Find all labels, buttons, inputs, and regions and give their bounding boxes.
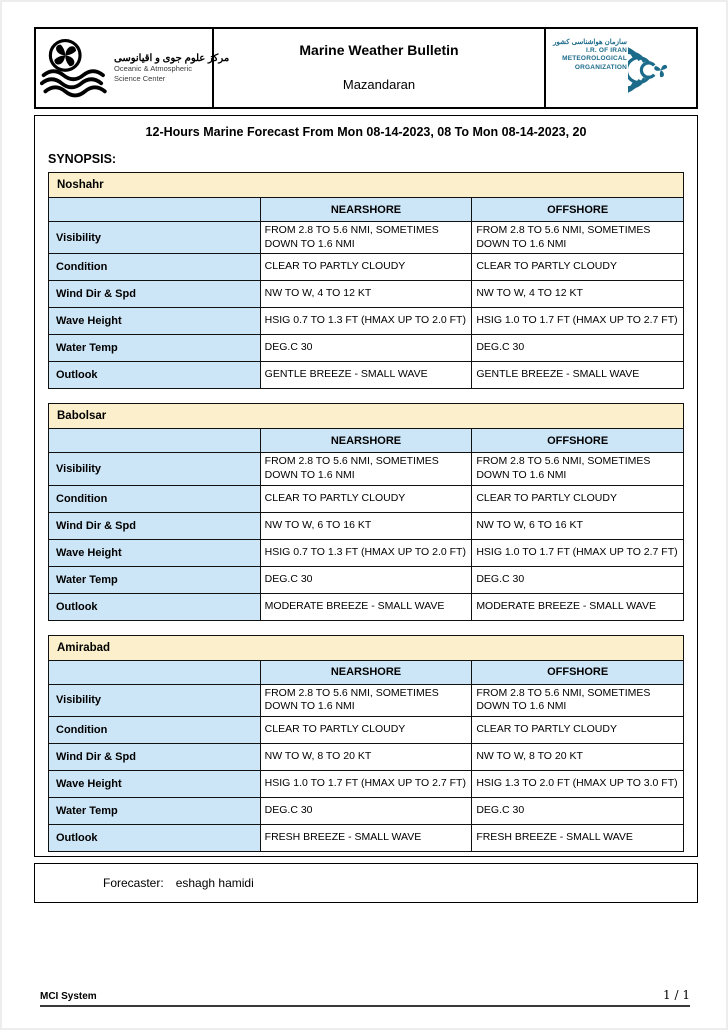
forecast-sections bbox=[35, 172, 697, 852]
nearshore-value: FROM 2.8 TO 5.6 NMI, SOMETIMES DOWN TO 1.6 NMI bbox=[260, 222, 472, 254]
nearshore-value: HSIG 0.7 TO 1.3 FT (HMAX UP TO 2.0 FT) bbox=[260, 539, 472, 566]
column-header-row bbox=[49, 660, 684, 684]
offshore-value: NW TO W, 4 TO 12 KT bbox=[472, 281, 684, 308]
header-title-cell bbox=[214, 29, 544, 107]
nearshore-column-header: NEARSHORE bbox=[260, 429, 472, 453]
nearshore-value: FROM 2.8 TO 5.6 NMI, SOMETIMES DOWN TO 1.6 NMI bbox=[260, 684, 472, 716]
page-footer bbox=[40, 988, 690, 1007]
forecaster-name: eshagh hamidi bbox=[175, 876, 254, 890]
table-row bbox=[49, 593, 684, 620]
row-label: Outlook bbox=[49, 593, 261, 620]
forecast-table bbox=[48, 635, 684, 852]
synopsis-label: SYNOPSIS: bbox=[48, 152, 117, 166]
page-number: 1 / 1 bbox=[663, 988, 690, 1002]
nearshore-value: FRESH BREEZE - SMALL WAVE bbox=[260, 824, 472, 851]
nearshore-value: HSIG 1.0 TO 1.7 FT (HMAX UP TO 2.7 FT) bbox=[260, 770, 472, 797]
row-label: Wind Dir & Spd bbox=[49, 281, 261, 308]
nearshore-value: DEG.C 30 bbox=[260, 566, 472, 593]
offshore-value: FROM 2.8 TO 5.6 NMI, SOMETIMES DOWN TO 1.6 NMI bbox=[472, 453, 684, 485]
header bbox=[34, 27, 698, 109]
forecast-title: 12-Hours Marine Forecast From Mon 08-14-2023, 08 To Mon 08-14-2023, 20 bbox=[145, 125, 587, 139]
forecaster-label: Forecaster: bbox=[103, 876, 164, 890]
nearshore-value: FROM 2.8 TO 5.6 NMI, SOMETIMES DOWN TO 1.6 NMI bbox=[260, 453, 472, 485]
left-logo-english-name-line1: Oceanic & Atmospheric bbox=[114, 64, 192, 74]
bulletin-region: Mazandaran bbox=[342, 77, 416, 92]
forecast-table bbox=[48, 172, 684, 389]
nearshore-value: CLEAR TO PARTLY CLOUDY bbox=[260, 485, 472, 512]
table-row bbox=[49, 335, 684, 362]
header-left-logo-cell bbox=[36, 29, 230, 107]
section-title: Babolsar bbox=[49, 404, 684, 429]
table-row bbox=[49, 539, 684, 566]
section-header-row bbox=[49, 635, 684, 660]
offshore-value: FROM 2.8 TO 5.6 NMI, SOMETIMES DOWN TO 1.6 NMI bbox=[472, 684, 684, 716]
table-row bbox=[49, 512, 684, 539]
column-header-row bbox=[49, 429, 684, 453]
offshore-value: FRESH BREEZE - SMALL WAVE bbox=[472, 824, 684, 851]
offshore-value: CLEAR TO PARTLY CLOUDY bbox=[472, 485, 684, 512]
table-row bbox=[49, 743, 684, 770]
offshore-value: DEG.C 30 bbox=[472, 566, 684, 593]
row-label: Visibility bbox=[49, 222, 261, 254]
offshore-value: GENTLE BREEZE - SMALL WAVE bbox=[472, 362, 684, 389]
forecaster-box bbox=[34, 863, 698, 903]
table-row bbox=[49, 824, 684, 851]
row-label: Wave Height bbox=[49, 308, 261, 335]
column-header-row bbox=[49, 198, 684, 222]
offshore-value: CLEAR TO PARTLY CLOUDY bbox=[472, 716, 684, 743]
row-label: Wind Dir & Spd bbox=[49, 743, 261, 770]
offshore-value: HSIG 1.3 TO 2.0 FT (HMAX UP TO 3.0 FT) bbox=[472, 770, 684, 797]
nearshore-column-header: NEARSHORE bbox=[260, 198, 472, 222]
nearshore-column-header: NEARSHORE bbox=[260, 660, 472, 684]
section-title: Amirabad bbox=[49, 635, 684, 660]
row-label: Outlook bbox=[49, 362, 261, 389]
offshore-value: HSIG 1.0 TO 1.7 FT (HMAX UP TO 2.7 FT) bbox=[472, 539, 684, 566]
table-row bbox=[49, 222, 684, 254]
offshore-value: DEG.C 30 bbox=[472, 335, 684, 362]
row-label: Visibility bbox=[49, 684, 261, 716]
row-label: Water Temp bbox=[49, 335, 261, 362]
nearshore-value: DEG.C 30 bbox=[260, 797, 472, 824]
row-label-header bbox=[49, 660, 261, 684]
table-row bbox=[49, 453, 684, 485]
iran-meteorological-organization-logo-icon bbox=[628, 33, 694, 103]
forecast-section bbox=[48, 635, 684, 852]
section-header-row bbox=[49, 404, 684, 429]
nearshore-value: HSIG 0.7 TO 1.3 FT (HMAX UP TO 2.0 FT) bbox=[260, 308, 472, 335]
forecast-table bbox=[48, 403, 684, 620]
offshore-value: NW TO W, 6 TO 16 KT bbox=[472, 512, 684, 539]
table-row bbox=[49, 566, 684, 593]
table-row bbox=[49, 797, 684, 824]
left-logo-persian-name: مرکز علوم جوی و اقیانوسی bbox=[114, 52, 230, 64]
nearshore-value: NW TO W, 4 TO 12 KT bbox=[260, 281, 472, 308]
offshore-value: NW TO W, 8 TO 20 KT bbox=[472, 743, 684, 770]
offshore-column-header: OFFSHORE bbox=[472, 198, 684, 222]
right-logo-persian-name: سازمان هواشناسی کشور bbox=[553, 38, 627, 46]
header-right-logo-cell bbox=[544, 29, 696, 107]
offshore-value: HSIG 1.0 TO 1.7 FT (HMAX UP TO 2.7 FT) bbox=[472, 308, 684, 335]
table-row bbox=[49, 308, 684, 335]
table-row bbox=[49, 281, 684, 308]
row-label: Condition bbox=[49, 716, 261, 743]
table-row bbox=[49, 716, 684, 743]
footer-system-label: MCI System bbox=[40, 991, 97, 1002]
table-row bbox=[49, 684, 684, 716]
nearshore-value: MODERATE BREEZE - SMALL WAVE bbox=[260, 593, 472, 620]
table-row bbox=[49, 362, 684, 389]
offshore-column-header: OFFSHORE bbox=[472, 429, 684, 453]
bulletin-title: Marine Weather Bulletin bbox=[299, 42, 459, 58]
left-logo-english-name-line2: Science Center bbox=[114, 73, 166, 83]
forecast-body bbox=[34, 115, 698, 857]
table-row bbox=[49, 254, 684, 281]
nearshore-value: CLEAR TO PARTLY CLOUDY bbox=[260, 716, 472, 743]
right-logo-line1: I.R. OF IRAN bbox=[585, 46, 627, 54]
row-label-header bbox=[49, 429, 261, 453]
nearshore-value: NW TO W, 8 TO 20 KT bbox=[260, 743, 472, 770]
row-label: Wave Height bbox=[49, 539, 261, 566]
row-label: Water Temp bbox=[49, 566, 261, 593]
row-label: Wave Height bbox=[49, 770, 261, 797]
nearshore-value: GENTLE BREEZE - SMALL WAVE bbox=[260, 362, 472, 389]
section-header-row bbox=[49, 173, 684, 198]
offshore-value: MODERATE BREEZE - SMALL WAVE bbox=[472, 593, 684, 620]
forecast-section bbox=[48, 403, 684, 620]
table-row bbox=[49, 485, 684, 512]
offshore-value: FROM 2.8 TO 5.6 NMI, SOMETIMES DOWN TO 1.6 NMI bbox=[472, 222, 684, 254]
row-label-header bbox=[49, 198, 261, 222]
offshore-value: CLEAR TO PARTLY CLOUDY bbox=[472, 254, 684, 281]
section-title: Noshahr bbox=[49, 173, 684, 198]
offshore-column-header: OFFSHORE bbox=[472, 660, 684, 684]
right-logo-line3: ORGANIZATION bbox=[574, 63, 627, 71]
row-label: Condition bbox=[49, 254, 261, 281]
nearshore-value: DEG.C 30 bbox=[260, 335, 472, 362]
row-label: Visibility bbox=[49, 453, 261, 485]
row-label: Wind Dir & Spd bbox=[49, 512, 261, 539]
table-row bbox=[49, 770, 684, 797]
forecast-section bbox=[48, 172, 684, 389]
right-logo-line2: METEOROLOGICAL bbox=[562, 55, 627, 63]
row-label: Outlook bbox=[49, 824, 261, 851]
nearshore-value: CLEAR TO PARTLY CLOUDY bbox=[260, 254, 472, 281]
row-label: Water Temp bbox=[49, 797, 261, 824]
offshore-value: DEG.C 30 bbox=[472, 797, 684, 824]
row-label: Condition bbox=[49, 485, 261, 512]
nearshore-value: NW TO W, 6 TO 16 KT bbox=[260, 512, 472, 539]
oceanic-atmospheric-logo-icon bbox=[40, 37, 112, 99]
